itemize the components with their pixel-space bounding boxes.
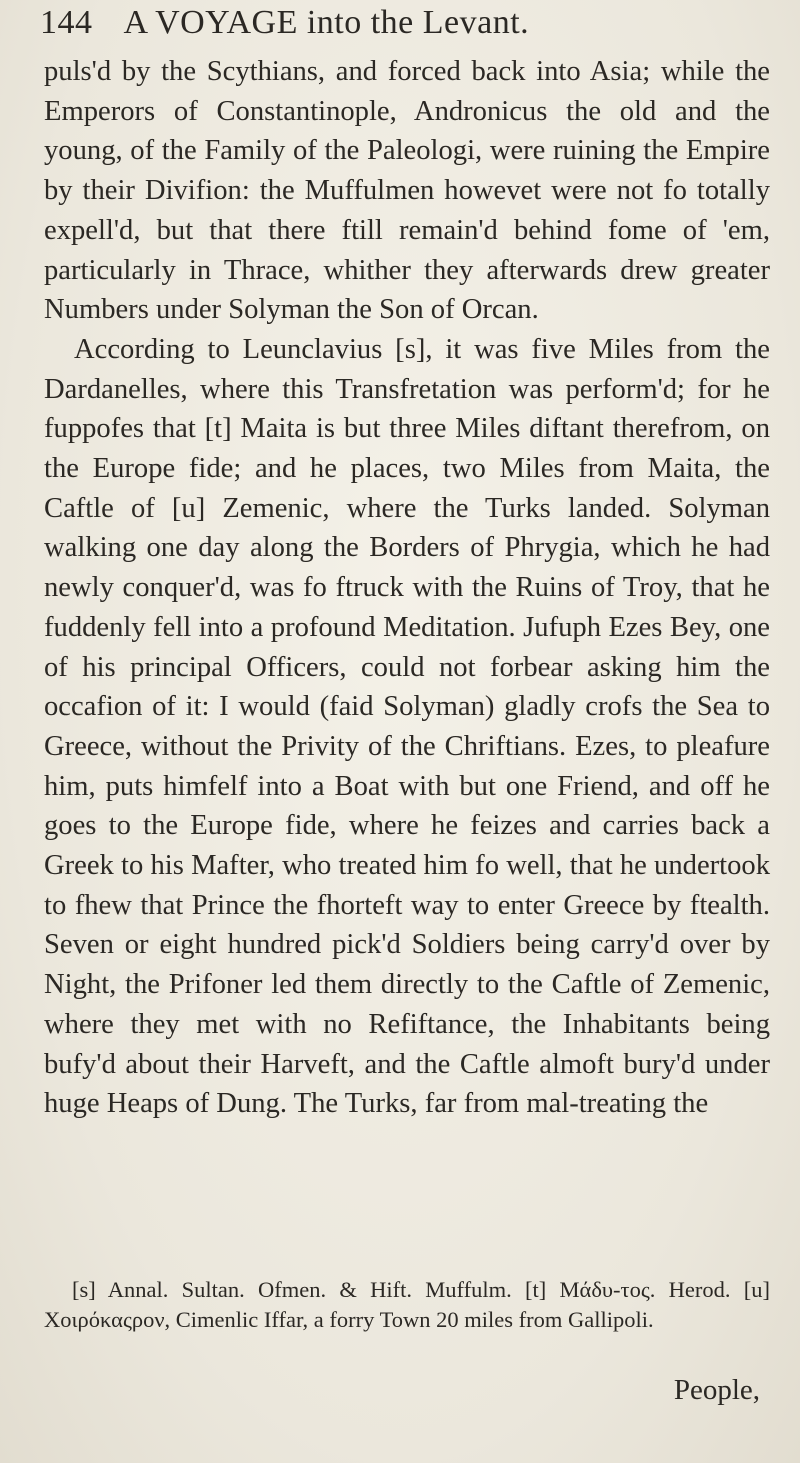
- page-header: [40, 4, 760, 42]
- catchword: People,: [673, 1374, 760, 1406]
- paragraph: According to Leunclavius [s], it was five Miles from the Dardanelles, where this Transfretation was perform'd; for he fuppofes that [t] Maita is but three Miles diftant therefrom, on the Europe fide; and he places, two Miles from Maita, the Caftle of [u] Zemenic, where the Turks landed. Solyman walking one day along the Borders of Phrygia, which he had newly conquer'd, was fo ftruck with the Ruins of Troy, that he fuddenly fell into a profound Meditation. Jufuph Ezes Bey, one of his principal Officers, could not forbear asking him the occafion of it: I would (faid Solyman) gladly crofs the Sea to Greece, without the Privity of the Chriftians. Ezes, to pleafure him, puts himfelf into a Boat with but one Friend, and off he goes to the Europe fide, where he feizes and carries back a Greek to his Mafter, who treated him fo well, that he undertook to fhew that Prince the fhorteft way to enter Greece by ftealth. Seven or eight hundred pick'd Soldiers being carry'd over by Night, the Prifoner led them directly to the Caftle of Zemenic, where they met with no Refiftance, the Inhabitants being bufy'd about their Harveft, and the Caftle almoft bury'd under huge Heaps of Dung. The Turks, far from mal-treating the: [44, 333, 770, 1120]
- page-number: 144: [40, 4, 93, 41]
- paragraph: puls'd by the Scythians, and forced back into Asia; while the Emperors of Constantinople, Andronicus the old and the young, of the Family of the Paleologi, were ruining the Empire by their Divifion: the Muffulmen howevet were not fo totally expell'd, but that there ftill remain'd behind fome of 'em, particularly in Thrace, whither they afterwards drew greater Numbers under Solyman the Son of Orcan.: [44, 56, 770, 326]
- footnote: [s] Annal. Sultan. Ofmen. & Hift. Muffulm. [t] Μάδυ-τος. Herod. [u] Χοιρόκαςρον, Cimenlic Iffar, a forry Town 20 miles from Gallipoli.: [44, 1277, 770, 1332]
- body-text: [44, 52, 770, 1124]
- running-title: A VOYAGE into the Levant.: [123, 4, 530, 41]
- footnotes: [44, 1275, 770, 1335]
